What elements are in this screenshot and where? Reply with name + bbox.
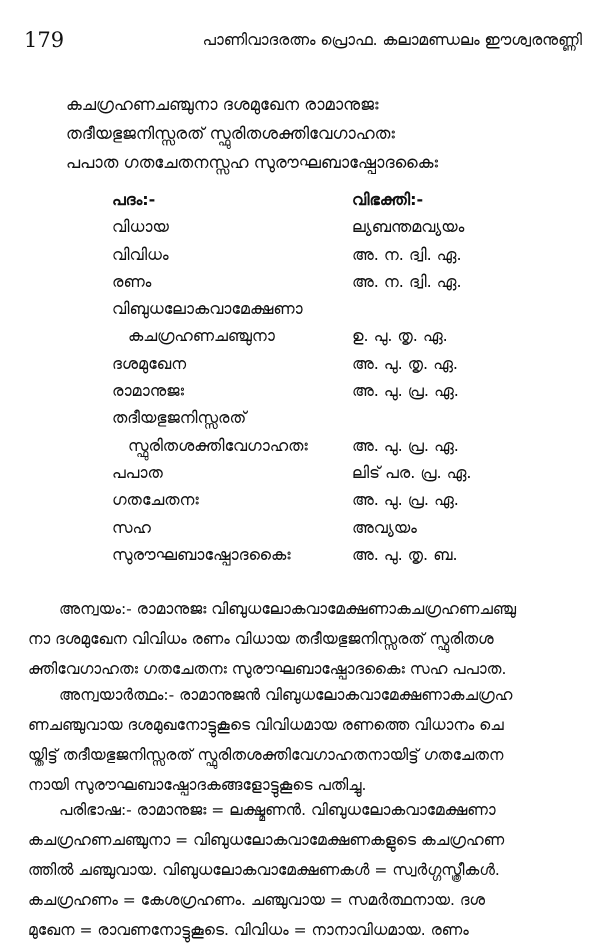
term-cell: കചഗ്രഹണചഞ്ചുനാ — [128, 326, 275, 346]
page-header — [24, 22, 582, 58]
paragraph-line: ണചഞ്ചുവായ ദശമുഖനോട്ടുകൂടെ വിവിധമായ രണത്തെ വിധാനം ചെ — [28, 716, 504, 734]
case-cell: ലിട് പര. പ്ര. ഏ. — [352, 462, 472, 482]
paragraph-line: മുഖേന = രാവണനോട്ടുകൂടെ. വിവിധം = നാനാവിധമായ. രണം — [28, 921, 469, 939]
table-row — [112, 268, 582, 295]
term-cell: വിവിധം — [112, 244, 169, 264]
paragraph-line: നായി സുരൗഘബാഷ്പോദകങ്ങളോട്ടുകൂടെ പതിച്ചു. — [28, 776, 367, 794]
term-cell: ഗതചേതനഃ — [112, 490, 199, 510]
verse-line: പപാത ഗതചേതനസ്സഹ സുരൗഘബാഷ്പോദകൈഃ — [66, 153, 438, 172]
table-row — [112, 541, 582, 568]
paragraph-line: കചഗ്രഹണം = കേശഗ്രഹണം. ചഞ്ചുവായ = സമർത്ഥനായ. ദശ — [28, 891, 486, 909]
term-cell: രാമാനുജഃ — [112, 381, 184, 401]
term-cell: തദീയഭുജനിസ്സരത് — [112, 408, 247, 428]
grammar-table — [112, 186, 582, 568]
anvayartham-paragraph — [28, 680, 584, 800]
table-row — [112, 514, 582, 541]
case-cell: അ. ന. ദ്വി. ഏ. — [352, 271, 462, 291]
paragraph-line: കചഗ്രഹണചഞ്ചുനാ = വിബുധലോകവാമേക്ഷണകളുടെ കചഗ്രഹണ — [28, 831, 505, 849]
paragraph-line: ക്തിവേഗാഹതഃ ഗതചേതനഃ സുരൗഘബാഷ്പോദകൈഃ സഹ പപാത. — [28, 660, 507, 678]
table-row — [112, 486, 582, 513]
term-cell: സുരൗഘബാഷ്പോദകൈഃ — [112, 544, 291, 564]
term-cell: സ്ഫുരിതശക്തിവേഗാഹതഃ — [128, 435, 308, 455]
sanskrit-verse — [66, 90, 586, 177]
term-cell: ദശമുഖേന — [112, 353, 187, 373]
table-row — [112, 322, 582, 349]
table-row — [112, 350, 582, 377]
verse-line: കചഗ്രഹണചഞ്ചുനാ ദശമുഖേന രാമാനുജഃ — [66, 95, 379, 114]
running-title: പാണിവാദരത്നം പ്രൊഫ. കലാമണ്ഡലം ഈശ്വരനുണ്ണി — [202, 31, 582, 49]
column-header-case: വിഭക്തി:- — [352, 190, 424, 209]
paribhasha-paragraph — [28, 795, 584, 945]
case-cell: ഉ. പു. തൃ. ഏ. — [352, 326, 448, 346]
paragraph-line: പരിഭാഷ:- രാമാനുജഃ = ലക്ഷ്മണൻ. വിബുധലോകവാമേക്ഷണാ — [59, 801, 496, 819]
case-cell: അ. പു. പ്ര. ഏ. — [352, 435, 459, 455]
table-row — [112, 377, 582, 404]
paragraph-line: അന്വയം:- രാമാനുജഃ വിബുധലോകവാമേക്ഷണാകചഗ്രഹണചഞ്ചു — [59, 600, 517, 618]
paragraph-line: അന്വയാർത്ഥം:- രാമാനുജൻ വിബുധലോകവാമേക്ഷണാകചഗ്രഹ — [59, 686, 513, 704]
paragraph-line: നാ ദശമുഖേന വിവിധം രണം വിധായ തദീയഭുജനിസ്സരത് സ്ഫുരിതശ — [28, 630, 494, 648]
verse-line: തദീയഭുജനിസ്സരത് സ്ഫുരിതശക്തിവേഗാഹതഃ — [66, 124, 395, 143]
table-header-row — [112, 186, 582, 213]
anvayam-paragraph — [28, 594, 584, 684]
case-cell: അ. ന. ദ്വി. ഏ. — [352, 244, 462, 264]
paragraph-line: ത്തിൽ ചഞ്ചുവായ. വിബുധലോകവാമേക്ഷണകൾ = സ്വർഗ്ഗസ്ത്രീകൾ. — [28, 861, 500, 879]
term-cell: വിബുധലോകവാമേക്ഷണാ — [112, 299, 303, 319]
column-header-term: പദം:- — [112, 190, 156, 209]
table-row — [112, 404, 582, 431]
table-row — [112, 295, 582, 322]
case-cell: അ. പു. തൃ. ഏ. — [352, 353, 458, 373]
term-cell: രണം — [112, 271, 152, 291]
table-row — [112, 459, 582, 486]
table-row — [112, 241, 582, 268]
case-cell: അ. പു. പ്ര. ഏ. — [352, 490, 459, 510]
case-cell: അവ്യയം — [352, 517, 417, 537]
table-row — [112, 213, 582, 240]
term-cell: പപാത — [112, 462, 163, 482]
table-row — [112, 432, 582, 459]
term-cell: സഹ — [112, 517, 151, 537]
case-cell: ല്യബന്തമവ്യയം — [352, 217, 465, 237]
paragraph-line: യ്തിട്ട് തദീയഭുജനിസ്സരത് സ്ഫുരിതശക്തിവേഗാഹതനായിട്ട് ഗതചേതന — [28, 746, 504, 764]
case-cell: അ. പു. തൃ. ബ. — [352, 544, 458, 564]
case-cell: അ. പു. പ്ര. ഏ. — [352, 381, 459, 401]
term-cell: വിധായ — [112, 217, 169, 237]
page-number: 179 — [24, 28, 65, 52]
